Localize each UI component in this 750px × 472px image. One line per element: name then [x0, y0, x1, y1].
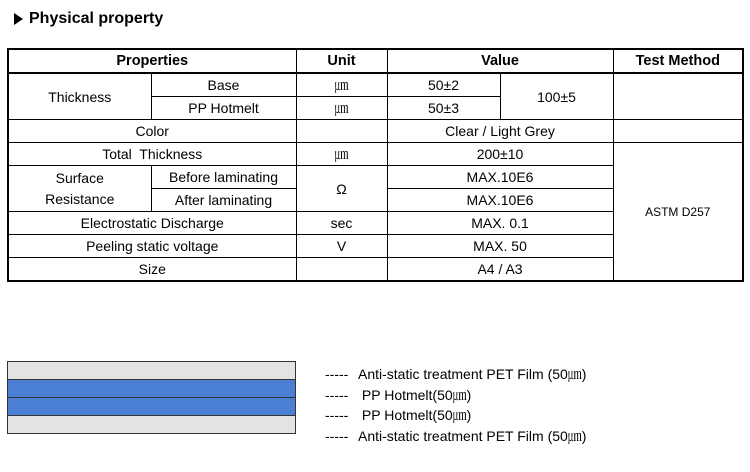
table-header-row — [8, 49, 743, 73]
section-heading-text: Physical property — [29, 10, 164, 27]
physical-property-table — [7, 48, 744, 282]
layer-structure-diagram — [7, 362, 296, 434]
surface-resistance-unit: Ω — [296, 166, 387, 212]
legend-item — [325, 385, 586, 406]
surface-before-value: MAX.10E6 — [387, 166, 613, 189]
size-value: A4 / A3 — [387, 258, 613, 282]
legend-dash: ----- — [325, 407, 349, 423]
legend-label: Anti-static treatment PET Film (50㎛) — [358, 427, 587, 444]
electrostatic-unit: sec — [296, 212, 387, 235]
layer-legend — [325, 364, 586, 446]
thickness-pp-unit: ㎛ — [296, 97, 387, 120]
total-thickness-value: 200±10 — [387, 143, 613, 166]
thickness-base-unit: ㎛ — [296, 73, 387, 97]
color-value: Clear / Light Grey — [387, 120, 613, 143]
thickness-pp-value: 50±3 — [387, 97, 500, 120]
electrostatic-label: Electrostatic Discharge — [8, 212, 296, 235]
legend-dash: ----- — [325, 427, 349, 444]
peeling-label: Peeling static voltage — [8, 235, 296, 258]
layer-pet-top — [7, 361, 296, 380]
legend-dash: ----- — [325, 386, 349, 403]
surface-resistance-label — [8, 166, 151, 212]
header-unit: Unit — [296, 49, 387, 73]
layer-pp-1 — [7, 379, 296, 398]
header-properties: Properties — [8, 49, 296, 73]
total-thickness-unit: ㎛ — [296, 143, 387, 166]
test-method-empty-2 — [613, 120, 743, 143]
size-label: Size — [8, 258, 296, 282]
surface-resistance-label-line1: Surface — [55, 169, 104, 186]
surface-before-label: Before laminating — [151, 166, 296, 189]
legend-label: PP Hotmelt(50㎛) — [358, 386, 472, 403]
size-unit — [296, 258, 387, 282]
total-thickness-label: Total Thickness — [8, 143, 296, 166]
table-row-color — [8, 120, 743, 143]
layer-pet-bottom — [7, 415, 296, 434]
thickness-pp-label: PP Hotmelt — [151, 97, 296, 120]
legend-item — [325, 405, 586, 426]
electrostatic-value: MAX. 0.1 — [387, 212, 613, 235]
legend-dash: ----- — [325, 366, 349, 382]
thickness-combined-value: 100±5 — [500, 73, 613, 120]
thickness-label: Thickness — [8, 73, 151, 120]
legend-item — [325, 426, 586, 447]
surface-after-value: MAX.10E6 — [387, 189, 613, 212]
header-test-method: Test Method — [613, 49, 743, 73]
legend-label: PP Hotmelt(50㎛) — [358, 407, 472, 423]
table-row-total-thickness — [8, 143, 743, 166]
header-value: Value — [387, 49, 613, 73]
peeling-value: MAX. 50 — [387, 235, 613, 258]
legend-item — [325, 364, 586, 385]
color-unit — [296, 120, 387, 143]
legend-label: Anti-static treatment PET Film (50㎛) — [358, 366, 587, 382]
peeling-unit: V — [296, 235, 387, 258]
surface-resistance-label-line2: Resistance — [45, 190, 115, 207]
surface-after-label: After laminating — [151, 189, 296, 212]
table-row-thickness-base — [8, 73, 743, 97]
layer-pp-2 — [7, 397, 296, 416]
test-method-empty-1 — [613, 73, 743, 120]
test-method-value: ASTM D257 — [613, 143, 743, 282]
section-heading — [14, 9, 163, 29]
thickness-base-value: 50±2 — [387, 73, 500, 97]
thickness-base-label: Base — [151, 73, 296, 97]
triangle-bullet-icon — [14, 13, 23, 25]
color-label: Color — [8, 120, 296, 143]
